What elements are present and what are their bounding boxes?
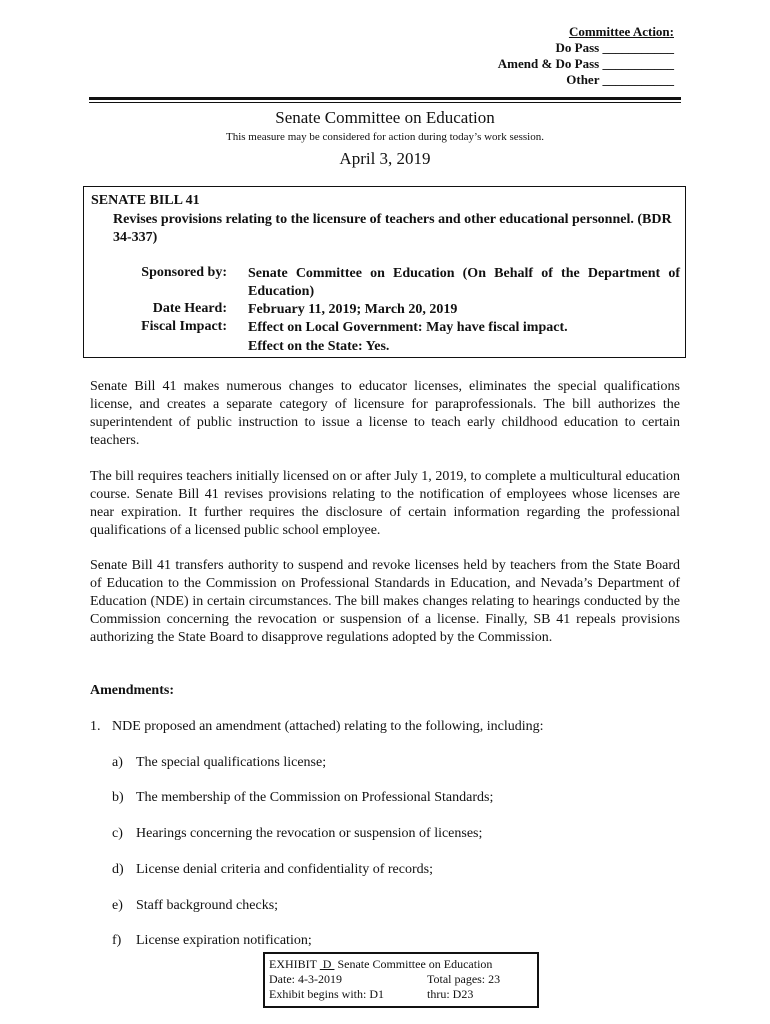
exhibit-row-1 [269, 957, 533, 972]
do-pass-line: Do Pass ___________ [555, 40, 674, 55]
header-divider-thin [89, 102, 681, 103]
exhibit-stamp [263, 952, 539, 1008]
other-line: Other ___________ [566, 72, 674, 87]
header-divider-thick [89, 97, 681, 100]
amendment-sub-item: License denial criteria and confidentiality of records; [136, 862, 433, 877]
amend-do-pass-line: Amend & Do Pass ___________ [497, 56, 674, 71]
date-heard-value: February 11, 2019; March 20, 2019 [248, 302, 458, 317]
committee-title: Senate Committee on Education [275, 108, 495, 127]
bill-name: SENATE BILL 41 [91, 193, 200, 208]
amendments-heading: Amendments: [90, 683, 174, 698]
paragraph-summary: Senate Bill 41 makes numerous changes to educator licenses, eliminates the special qualifications license, and creates a separate category of licensure for paraprofessionals. The bill authorizes the superintendent of public instruction to issue a license to teach early childhood education to certain teachers. [90, 379, 680, 448]
bill-description: Revises provisions relating to the licensure of teachers and other educational personnel. (BDR 34-337) [113, 212, 672, 245]
committee-action-colon: : [669, 24, 674, 39]
exhibit-row-3 [269, 987, 533, 1002]
amendment-sub-item: License expiration notification; [136, 933, 312, 948]
exhibit-date: Date: 4-3-2019 [269, 972, 342, 986]
exhibit-committee: Senate Committee on Education [337, 957, 493, 971]
fiscal-impact-label: Fiscal Impact: [141, 319, 227, 334]
amendment-sub-letter: c) [112, 826, 123, 841]
paragraph-requirements: The bill requires teachers initially licensed on or after July 1, 2019, to complete a multicultural education course. Senate Bill 41 revises provisions relating to the notification of employees whose licenses are near expiration. It further requires the disclosure of certain information regarding the professional qualifications of a licensed public school employee. [90, 469, 680, 538]
amendment-text: NDE proposed an amendment (attached) relating to the following, including: [112, 719, 544, 734]
sponsored-by-label: Sponsored by: [141, 265, 227, 280]
amendment-sub-letter: d) [112, 862, 124, 877]
work-session-note: This measure may be considered for action during today’s work session. [225, 131, 544, 143]
amendment-sub-letter: f) [112, 933, 122, 948]
amendment-number: 1. [90, 719, 101, 734]
fiscal-impact-state: Effect on the State: Yes. [248, 339, 390, 354]
exhibit-row-2 [269, 972, 533, 987]
amendment-sub-letter: e) [112, 898, 123, 913]
sponsored-by-value: Senate Committee on Education (On Behalf of the Department of Education) [248, 266, 680, 299]
amendment-sub-item: Staff background checks; [136, 898, 279, 913]
committee-action-label: Committee Action [568, 24, 670, 39]
committee-action-title [569, 24, 674, 40]
amendment-sub-letter: a) [112, 755, 123, 770]
meeting-date: April 3, 2019 [339, 149, 431, 168]
date-heard-label: Date Heard: [152, 301, 227, 316]
exhibit-total-pages: Total pages: 23 [427, 972, 501, 986]
fiscal-impact-local: Effect on Local Government: May have fiscal impact. [248, 320, 568, 335]
amendment-sub-item: The membership of the Commission on Professional Standards; [136, 790, 494, 805]
amendment-sub-letter: b) [112, 790, 124, 805]
exhibit-thru: thru: D23 [427, 987, 474, 1001]
amendment-sub-item: The special qualifications license; [136, 755, 327, 770]
exhibit-label: EXHIBIT [269, 957, 317, 971]
exhibit-begins: Exhibit begins with: D1 [269, 987, 384, 1001]
paragraph-authority: Senate Bill 41 transfers authority to suspend and revoke licenses held by teachers from the State Board of Education to the Commission on Professional Standards in Education, and Nevada’s Department of Education (NDE) in certain circumstances. The bill makes changes relating to hearings conducted by the Commission concerning the revocation or suspension of a license. Finally, SB 41 repeals provisions authorizing the State Board to disapprove regulations adopted by the Commission. [90, 558, 680, 645]
amendment-sub-item: Hearings concerning the revocation or suspension of licenses; [136, 826, 483, 841]
exhibit-letter: D [319, 957, 335, 971]
